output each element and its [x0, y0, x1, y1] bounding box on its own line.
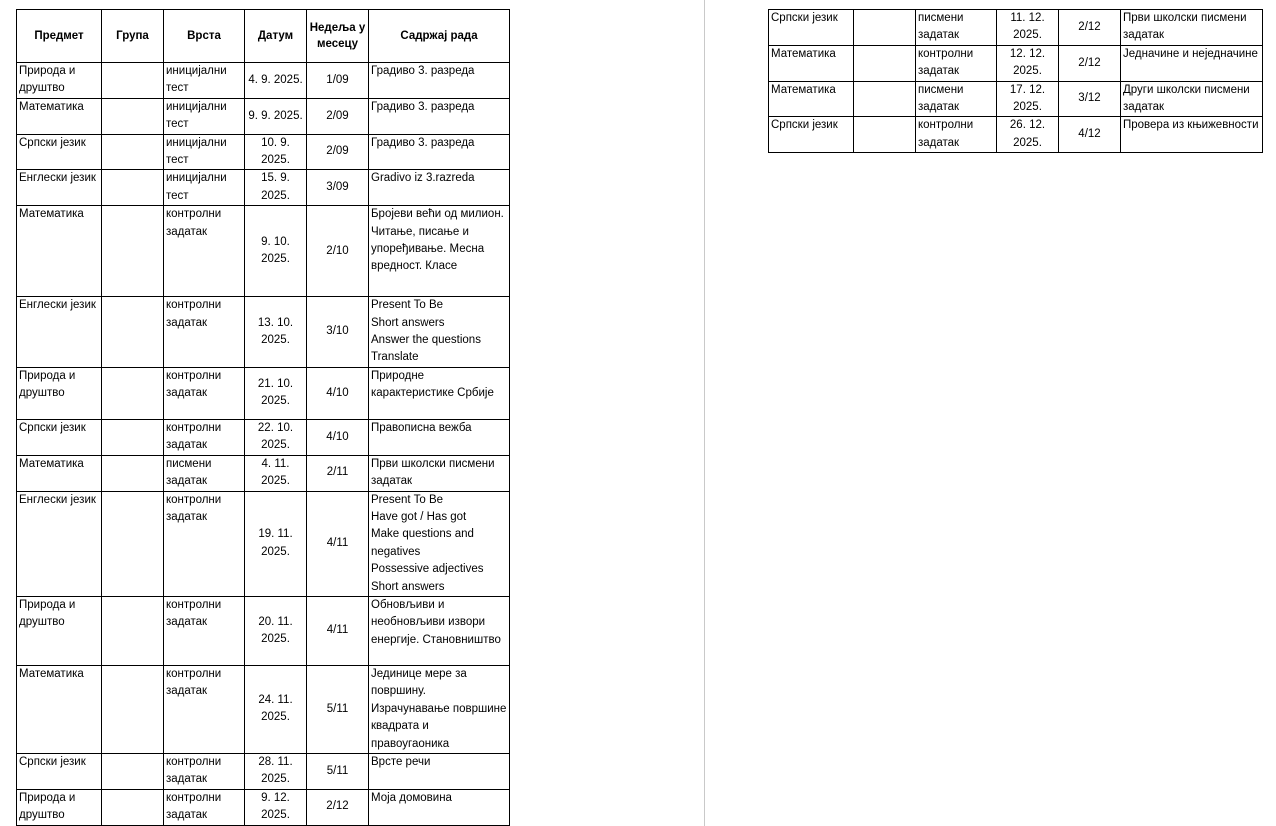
table-row — [17, 367, 510, 419]
table-row — [17, 753, 510, 789]
cell-content: Обновљиви и необновљиви извори енергије. Становништво — [369, 596, 510, 665]
cell-type: писмени задатак — [164, 455, 245, 491]
cell-week: 4/11 — [307, 491, 369, 596]
cell-subject: Српски језик — [17, 419, 102, 455]
table-row — [17, 596, 510, 665]
cell-content: Провера из књижевности — [1121, 117, 1263, 153]
cell-content: Други школски писмени задатак — [1121, 81, 1263, 117]
cell-type: иницијални тест — [164, 98, 245, 134]
table-row — [17, 134, 510, 170]
cell-date: 21. 10. 2025. — [245, 367, 307, 419]
cell-subject: Српски језик — [769, 10, 854, 46]
cell-content: Present To Be Have got / Has got Make questions and negatives Possessive adjectives Short answers — [369, 491, 510, 596]
cell-date: 26. 12. 2025. — [997, 117, 1059, 153]
cell-subject: Математика — [769, 45, 854, 81]
cell-date: 9. 10. 2025. — [245, 206, 307, 297]
cell-content: Gradivo iz 3.razreda — [369, 170, 510, 206]
cell-group — [102, 63, 164, 99]
cell-date: 22. 10. 2025. — [245, 419, 307, 455]
cell-date: 9. 12. 2025. — [245, 789, 307, 825]
cell-date: 12. 12. 2025. — [997, 45, 1059, 81]
table-row — [17, 665, 510, 753]
cell-subject: Српски језик — [17, 134, 102, 170]
table-row — [17, 455, 510, 491]
cell-date: 24. 11. 2025. — [245, 665, 307, 753]
cell-type: иницијални тест — [164, 63, 245, 99]
cell-subject: Математика — [17, 206, 102, 297]
cell-week: 2/10 — [307, 206, 369, 297]
cell-subject: Математика — [17, 665, 102, 753]
cell-date: 19. 11. 2025. — [245, 491, 307, 596]
table-row — [769, 10, 1263, 46]
cell-type: контролни задатак — [164, 419, 245, 455]
cell-subject: Математика — [769, 81, 854, 117]
cell-type: писмени задатак — [916, 81, 997, 117]
table-row — [17, 170, 510, 206]
header-date: Датум — [245, 10, 307, 63]
cell-group — [102, 134, 164, 170]
header-type: Врста — [164, 10, 245, 63]
cell-subject: Енглески језик — [17, 297, 102, 368]
table-header-row — [17, 10, 510, 63]
cell-week: 4/10 — [307, 419, 369, 455]
cell-content: Градиво 3. разреда — [369, 98, 510, 134]
cell-week: 2/11 — [307, 455, 369, 491]
cell-week: 2/12 — [1059, 45, 1121, 81]
cell-type: контролни задатак — [164, 206, 245, 297]
cell-week: 4/12 — [1059, 117, 1121, 153]
cell-date: 17. 12. 2025. — [997, 81, 1059, 117]
cell-group — [854, 117, 916, 153]
cell-subject: Природа и друштво — [17, 789, 102, 825]
table-row — [769, 45, 1263, 81]
cell-group — [102, 753, 164, 789]
cell-subject: Математика — [17, 98, 102, 134]
header-content: Садржај рада — [369, 10, 510, 63]
cell-date: 10. 9. 2025. — [245, 134, 307, 170]
cell-subject: Енглески језик — [17, 170, 102, 206]
cell-type: контролни задатак — [164, 367, 245, 419]
cell-week: 2/09 — [307, 98, 369, 134]
table-row — [17, 789, 510, 825]
cell-content: Природне карактеристике Србије — [369, 367, 510, 419]
cell-date: 13. 10. 2025. — [245, 297, 307, 368]
cell-group — [854, 81, 916, 117]
cell-content: Правописна вежба — [369, 419, 510, 455]
cell-date: 9. 9. 2025. — [245, 98, 307, 134]
cell-week: 3/10 — [307, 297, 369, 368]
cell-group — [854, 45, 916, 81]
table-row — [17, 419, 510, 455]
cell-date: 4. 9. 2025. — [245, 63, 307, 99]
table-row — [769, 117, 1263, 153]
cell-date: 15. 9. 2025. — [245, 170, 307, 206]
cell-week: 1/09 — [307, 63, 369, 99]
cell-type: контролни задатак — [164, 789, 245, 825]
cell-subject: Енглески језик — [17, 491, 102, 596]
cell-date: 28. 11. 2025. — [245, 753, 307, 789]
header-group: Група — [102, 10, 164, 63]
cell-content: Први школски писмени задатак — [1121, 10, 1263, 46]
cell-type: контролни задатак — [164, 596, 245, 665]
cell-subject: Српски језик — [17, 753, 102, 789]
cell-type: контролни задатак — [164, 297, 245, 368]
cell-type: контролни задатак — [164, 491, 245, 596]
cell-content: Јединице мере за површину. Израчунавање површине квадрата и правоугаоника — [369, 665, 510, 753]
cell-type: иницијални тест — [164, 170, 245, 206]
cell-week: 5/11 — [307, 665, 369, 753]
cell-group — [102, 596, 164, 665]
cell-type: иницијални тест — [164, 134, 245, 170]
header-subject: Предмет — [17, 10, 102, 63]
cell-date: 4. 11. 2025. — [245, 455, 307, 491]
page-divider — [704, 0, 705, 826]
cell-group — [102, 419, 164, 455]
cell-group — [854, 10, 916, 46]
cell-type: контролни задатак — [164, 665, 245, 753]
cell-content: Градиво 3. разреда — [369, 134, 510, 170]
cell-group — [102, 789, 164, 825]
cell-content: Једначине и неједначине — [1121, 45, 1263, 81]
cell-group — [102, 98, 164, 134]
cell-subject: Математика — [17, 455, 102, 491]
cell-content: Градиво 3. разреда — [369, 63, 510, 99]
cell-group — [102, 170, 164, 206]
cell-content: Први школски писмени задатак — [369, 455, 510, 491]
cell-group — [102, 297, 164, 368]
cell-group — [102, 206, 164, 297]
cell-subject: Српски језик — [769, 117, 854, 153]
cell-group — [102, 491, 164, 596]
cell-week: 4/10 — [307, 367, 369, 419]
cell-type: контролни задатак — [916, 45, 997, 81]
schedule-table-page-1 — [16, 9, 510, 826]
cell-group — [102, 455, 164, 491]
cell-week: 3/09 — [307, 170, 369, 206]
table-row — [17, 297, 510, 368]
cell-week: 5/11 — [307, 753, 369, 789]
table-row — [17, 491, 510, 596]
cell-group — [102, 367, 164, 419]
table-row — [17, 206, 510, 297]
cell-content: Врсте речи — [369, 753, 510, 789]
cell-date: 20. 11. 2025. — [245, 596, 307, 665]
cell-week: 2/12 — [307, 789, 369, 825]
table-row — [17, 63, 510, 99]
schedule-table-page-2 — [768, 9, 1263, 153]
cell-week: 4/11 — [307, 596, 369, 665]
cell-week: 2/12 — [1059, 10, 1121, 46]
cell-type: контролни задатак — [916, 117, 997, 153]
cell-type: контролни задатак — [164, 753, 245, 789]
cell-subject: Природа и друштво — [17, 63, 102, 99]
cell-subject: Природа и друштво — [17, 367, 102, 419]
cell-content: Моја домовина — [369, 789, 510, 825]
cell-content: Бројеви већи од милион. Читање, писање и упоређивање. Месна вредност. Класе — [369, 206, 510, 297]
table-row — [769, 81, 1263, 117]
cell-group — [102, 665, 164, 753]
cell-week: 2/09 — [307, 134, 369, 170]
cell-content: Present To Be Short answers Answer the questions Translate — [369, 297, 510, 368]
cell-week: 3/12 — [1059, 81, 1121, 117]
cell-subject: Природа и друштво — [17, 596, 102, 665]
header-week: Недеља у месецу — [307, 10, 369, 63]
cell-type: писмени задатак — [916, 10, 997, 46]
cell-date: 11. 12. 2025. — [997, 10, 1059, 46]
table-row — [17, 98, 510, 134]
